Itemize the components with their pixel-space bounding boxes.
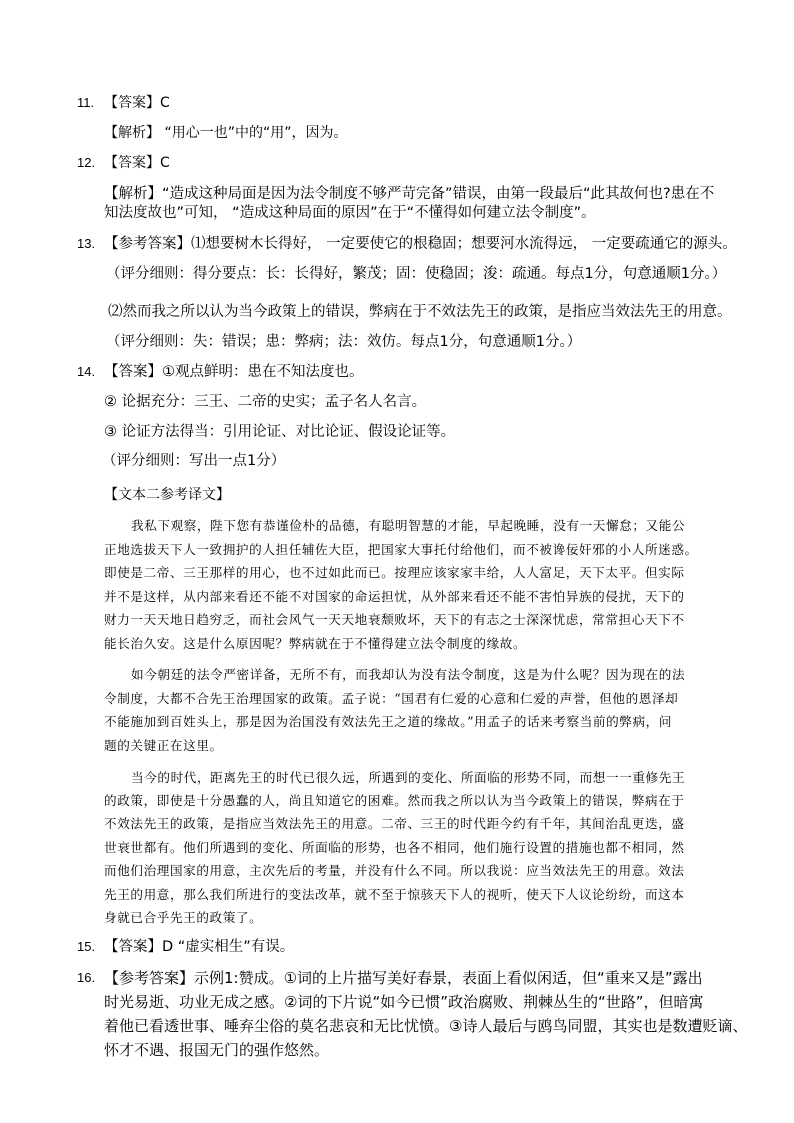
answer-line: 【答案】D “虚实相生”有误。 bbox=[104, 939, 295, 955]
translation-line: 即使是二帝、三王那样的用心，也不过如此而已。按理应该家家丰给，人人富足，天下太平。但实际 bbox=[104, 565, 685, 580]
question-number: 16. bbox=[77, 970, 96, 985]
question-number: 13. bbox=[77, 236, 96, 251]
translation-line: 当今的时代，距离先王的时代已很久远，所遇到的变化、所面临的形势不同，而想一一重修先王 bbox=[131, 770, 686, 785]
translation-heading: 【文本二参考译文】 bbox=[104, 487, 230, 503]
reference-answer-line: 【参考答案】⑴想要树木长得好， 一定要使它的根稳固；想要河水流得远， 一定要疏通它的源头。 bbox=[104, 236, 737, 252]
question-number: 12. bbox=[77, 155, 96, 170]
translation-line: 而他们治理国家的用意，主次先后的考量，并没有什么不同。所以我说：应当效法先王的用意。效法 bbox=[104, 863, 685, 878]
translation-line: 不能施加到百姓头上，那是因为治国没有效法先王之道的缘故。”用孟子的话来考察当前的弊病，问 bbox=[104, 714, 673, 729]
translation-line: 如今朝廷的法令严密详备，无所不有，而我却认为没有法令制度，这是为什么呢？因为现在的法 bbox=[131, 667, 686, 682]
translation-line: 能长治久安。这是什么原因呢？弊病就在于不懂得建立法令制度的缘故。 bbox=[104, 636, 527, 651]
reference-answer-line: ⑵然而我之所以认为当今政策上的错误，弊病在于不效法先王的政策，是指应当效法先王的用意。 bbox=[108, 304, 732, 320]
translation-line: 世衰世都有。他们所遇到的变化、所面临的形势，也各不相同，他们施行设置的措施也都不相同，然 bbox=[104, 840, 685, 855]
translation-line: 先王的用意，那么我们所进行的变法改革，就不至于惊骇天下人的视听，使天下人议论纷纷，而这本 bbox=[104, 887, 685, 902]
analysis-line: 知法度故也”可知， “造成这种局面的原因”在于“不懂得如何建立法令制度”。 bbox=[104, 205, 596, 221]
analysis-line: 【解析】 “用心一也”中的“用”，因为。 bbox=[104, 125, 348, 141]
translation-line: 财力一天天地日趋穷乏，而社会风气一天天地衰颓败坏，天下的有志之士深深忧虑，常常担心天下不 bbox=[104, 612, 685, 627]
translation-line: 我私下观察，陛下您有恭谨俭朴的品德，有聪明智慧的才能，早起晚睡，没有一天懈怠；又能公 bbox=[131, 518, 686, 533]
reference-answer-line: 【参考答案】示例1:赞成。①词的上片描写美好春景，表面上看似闲适，但“重来又是”露出 bbox=[104, 969, 703, 987]
answer-point-line: ② 论据充分：三王、二帝的史实；孟子名人名言。 bbox=[104, 394, 427, 410]
translation-line: 不效法先王的政策，是指应当效法先王的用意。二帝、三王的时代距今约有千年，其间治乱更迭，盛 bbox=[104, 816, 685, 831]
question-number: 11. bbox=[77, 95, 95, 110]
scoring-rule-line: （评分细则：得分要点：长：长得好，繁茂；固：使稳固；浚：疏通。每点1分，句意通顺1分。） bbox=[106, 266, 727, 282]
translation-line: 并不是这样，从内部来看还不能不对国家的命运担忧，从外部来看还不能不害怕异族的侵扰，天下的 bbox=[104, 589, 685, 604]
reference-answer-line: 时光易逝、功业无成之感。②词的下片说“如今已惯”政治腐败、荆棘丛生的“世路”，但暗寓 bbox=[104, 993, 704, 1011]
translation-line: 身就已合乎先王的政策了。 bbox=[104, 910, 263, 925]
analysis-line: 【解析】“造成这种局面是因为法令制度不够严苛完备”错误，由第一段最后“此其故何也?患在不 bbox=[104, 186, 715, 202]
translation-line: 令制度，大都不合先王治理国家的政策。孟子说：“国君有仁爱的心意和仁爱的声誉，但他的恩泽却 bbox=[104, 691, 679, 706]
translation-line: 的政策，即使是十分愚蠢的人，尚且知道它的困难。然而我之所以认为当今政策上的错误，弊病在于 bbox=[104, 793, 685, 808]
answer-line: 【答案】C bbox=[104, 155, 170, 171]
reference-answer-line: 着他已看透世事、唾弃尘俗的莫名悲哀和无比忧愤。③诗人最后与鸥鸟同盟，其实也是数遭贬谪、 bbox=[104, 1017, 748, 1035]
translation-line: 正地选拔天下人一致拥护的人担任辅佐大臣，把国家大事托付给他们，而不被谗佞奸邪的小人所迷惑。 bbox=[104, 542, 698, 557]
translation-line: 题的关键正在这里。 bbox=[104, 738, 223, 753]
question-number: 14. bbox=[77, 364, 96, 379]
answer-line: 【答案】C bbox=[104, 95, 170, 111]
answer-point-line: ③ 论证方法得当：引用论证、对比论证、假设论证等。 bbox=[104, 424, 456, 440]
reference-answer-line: 怀才不遇、报国无门的强作悠然。 bbox=[104, 1041, 330, 1059]
question-number: 15. bbox=[77, 939, 96, 954]
scoring-rule-line: （评分细则：失：错误；患：弊病；法：效仿。每点1分，句意通顺1分。） bbox=[106, 334, 582, 350]
answer-line: 【答案】①观点鲜明：患在不知法度也。 bbox=[104, 364, 364, 380]
scoring-rule-line: （评分细则：写出一点1分） bbox=[102, 453, 286, 469]
